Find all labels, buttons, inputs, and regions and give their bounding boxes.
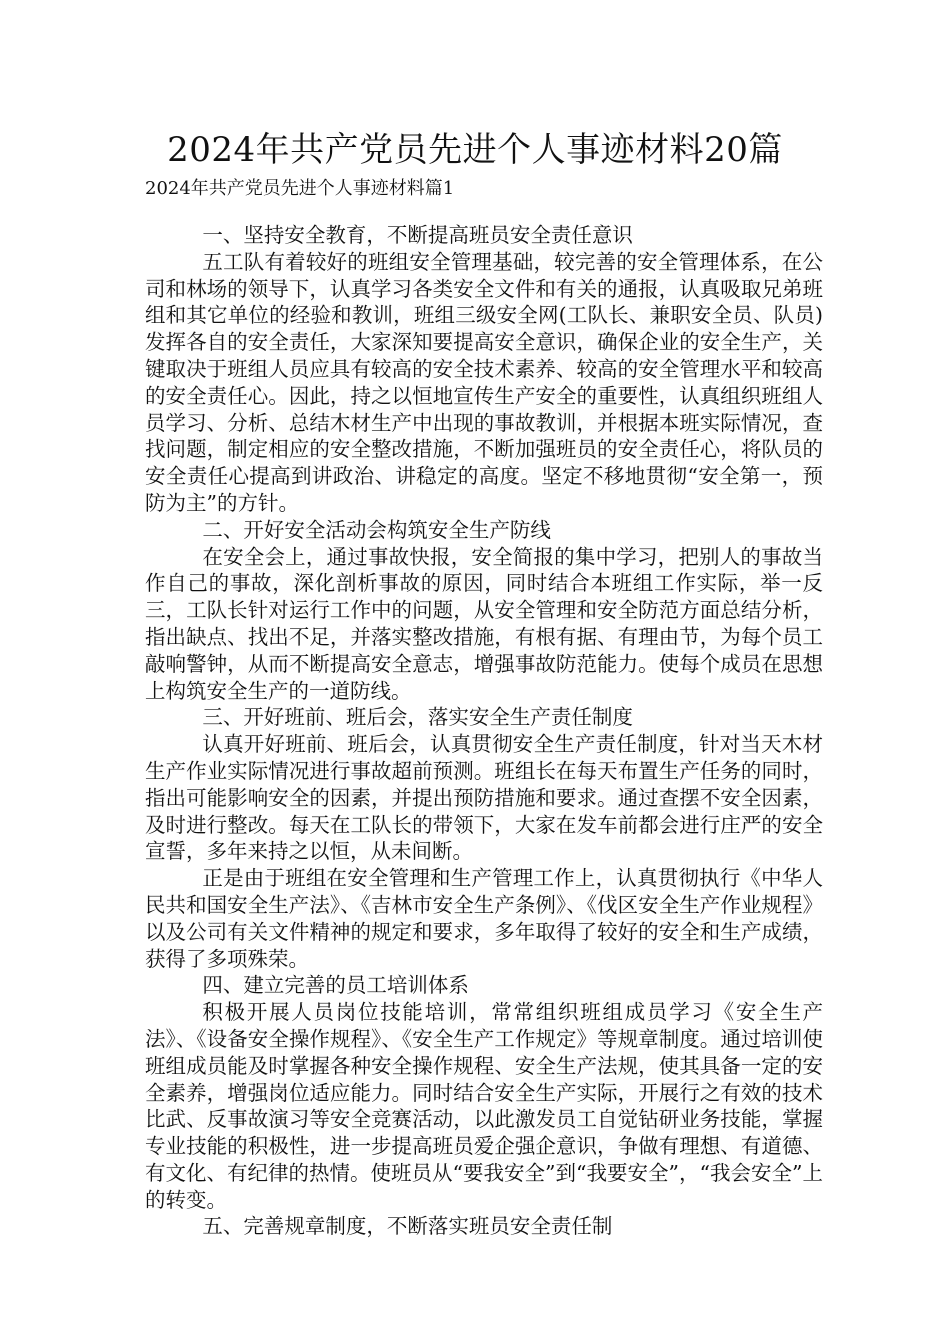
paragraph: 五工队有着较好的班组安全管理基础，较完善的安全管理体系，在公司和林场的领导下，认真学习各类安全文件和有关的通报，认真吸取兄弟班组和其它单位的经验和教训，班组三级安全网(工队长、兼职安全员、队员)发挥各自的安全责任，大家深知要提高安全意识，确保企业的安全生产，关键取决于班组人员应具有较高的安全技术素养、较高的安全管理水平和较高的安全责任心。因此，持之以恒地宣传生产安全的重要性，认真组织班组人员学习、分析、总结木材生产中出现的事故教训，并根据本班实际情况，查找问题，制定相应的安全整改措施，不断加强班员的安全责任心，将队员的安全责任心提高到讲政治、讲稳定的高度。坚定不移地贯彻“安全第一，预防为主”的方针。 <box>145 249 823 515</box>
section-heading-4: 四、建立完善的员工培训体系 <box>202 973 469 998</box>
section-heading-1: 一、坚持安全教育，不断提高班员安全责任意识 <box>202 223 633 247</box>
section-heading-3: 三、开好班前、班后会，落实安全生产责任制度 <box>202 705 633 730</box>
paragraph: 正是由于班组在安全管理和生产管理工作上，认真贯彻执行《中华人民共和国安全生产法》、《吉林市安全生产条例》、《伐区安全生产作业规程》以及公司有关文件精神的规定和要求，多年取得了较好的安全和生产成绩，获得了多项殊荣。 <box>145 866 823 971</box>
document-subtitle: 2024年共产党员先进个人事迹材料篇1 <box>145 178 455 199</box>
document-body <box>145 222 823 1240</box>
document-title: 2024年共产党员先进个人事迹材料20篇 <box>167 130 783 170</box>
paragraph: 在安全会上，通过事故快报，安全简报的集中学习，把别人的事故当作自己的事故，深化剖析事故的原因，同时结合本班组工作实际，举一反三，工队长针对运行工作中的问题，从安全管理和安全防范方面总结分析，指出缺点、找出不足，并落实整改措施，有根有据、有理由节，为每个员工敲响警钟，从而不断提高安全意志，增强事故防范能力。使每个成员在思想上构筑安全生产的一道防线。 <box>145 544 823 703</box>
paragraph: 积极开展人员岗位技能培训，常常组织班组成员学习《安全生产法》、《设备安全操作规程》、《安全生产工作规定》等规章制度。通过培训使班组成员能及时掌握各种安全操作规程、安全生产法规，使其具备一定的安全素养，增强岗位适应能力。同时结合安全生产实际，开展行之有效的技术比武、反事故演习等安全竞赛活动，以此激发员工自觉钻研业务技能，掌握专业技能的积极性，进一步提高班员爱企强企意识，争做有理想、有道德、有文化、有纪律的热情。使班员从“要我安全”到“我要安全”，“我会安全”上的转变。 <box>145 1000 823 1212</box>
paragraph: 认真开好班前、班后会，认真贯彻安全生产责任制度，针对当天木材生产作业实际情况进行事故超前预测。班组长在每天布置生产任务的同时，指出可能影响安全的因素，并提出预防措施和要求。通过查摆不安全因素，及时进行整改。每天在工队长的带领下，大家在发车前都会进行庄严的安全宣誓，多年来持之以恒，从未间断。 <box>145 732 823 864</box>
section-heading-5: 五、完善规章制度，不断落实班员安全责任制 <box>202 1214 613 1239</box>
section-heading-2: 二、开好安全活动会构筑安全生产防线 <box>202 517 551 542</box>
